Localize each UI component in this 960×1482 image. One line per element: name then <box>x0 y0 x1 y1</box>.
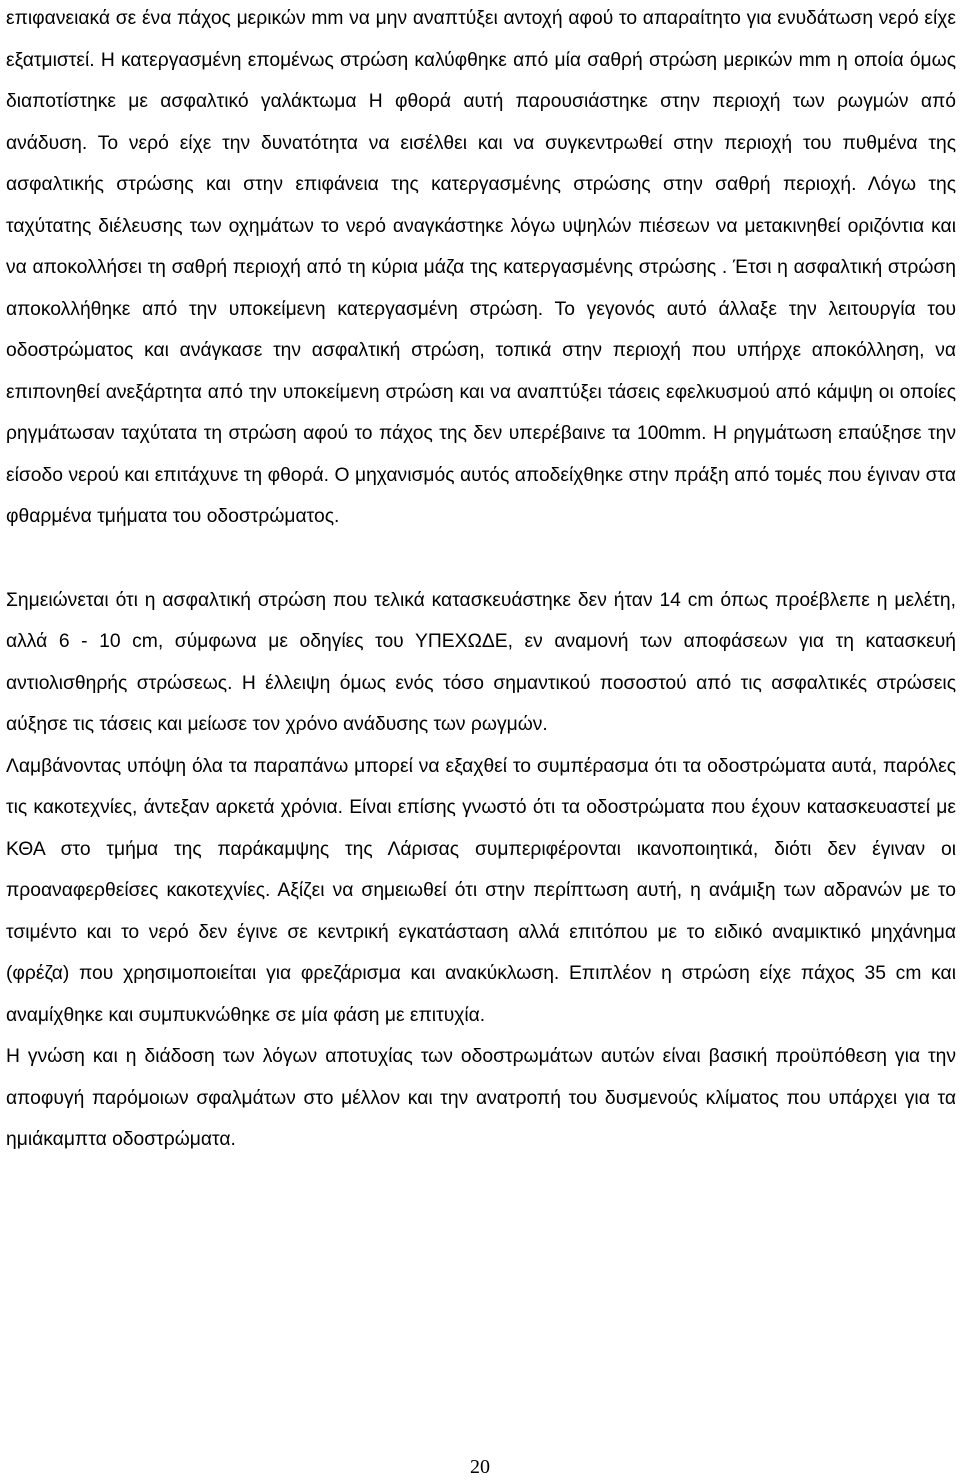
paragraph-asphalt-thickness: Σημειώνεται ότι η ασφαλτική στρώση που τελικά κατασκευάστηκε δεν ήταν 14 cm όπως προέβλεπε η μελέτη, αλλά 6 - 10 cm, σύμφωνα με οδηγίες του ΥΠΕΧΩΔΕ, εν αναμονή των αποφάσεων για τη κατασκευή αντιολισθηρής στρώσεως. Η έλλειψη όμως ενός τόσο σημαντικού ποσοστού από τις ασφαλτικές στρώσεις αύξησε τις τάσεις και μείωσε τον χρόνο ανάδυσης των ρωγμών. <box>6 589 956 735</box>
document-page <box>6 0 956 1161</box>
paragraph-conclusions: Λαμβάνοντας υπόψη όλα τα παραπάνω μπορεί να εξαχθεί το συμπέρασμα ότι τα οδοστρώματα αυτά, παρόλες τις κακοτεχνίες, άντεξαν αρκετά χρόνια. Είναι επίσης γνωστό ότι τα οδοστρώματα που έχουν κατασκευαστεί με ΚΘΑ στο τμήμα της παράκαμψης της Λάρισας συμπεριφέρονται ικανοποιητικά, διότι δεν έγιναν οι προαναφερθείσες κακοτεχνίες. Αξίζει να σημειωθεί ότι στην περίπτωση αυτή, η ανάμιξη των αδρανών με το τσιμέντο και το νερό δεν έγινε σε κεντρική εγκατάσταση αλλά επιτόπου με το ειδικό αναμικτικό μηχάνημα (φρέζα) που χρησιμοποιείται για φρεζάρισμα και ανακύκλωση. Επιπλέον η στρώση είχε πάχος 35 cm και αναμίχθηκε και συμπυκνώθηκε σε μία φάση με επιτυχία. <box>6 755 956 1026</box>
paragraph-failure-mechanism: επιφανειακά σε ένα πάχος μερικών mm να μην αναπτύξει αντοχή αφού το απαραίτητο για ενυδάτωση νερό είχε εξατμιστεί. Η κατεργασμένη επομένως στρώση καλύφθηκε από μία σαθρή στρώση μερικών mm η οποία όμως διαποτίστηκε με ασφαλτικό γαλάκτωμα Η φθορά αυτή παρουσιάστηκε στην περιοχή των ρωγμών από ανάδυση. Το νερό είχε την δυνατότητα να εισέλθει και να συγκεντρωθεί στην περιοχή του πυθμένα της ασφαλτικής στρώσης και στην επιφάνεια της κατεργασμένης στρώσης στην σαθρή περιοχή. Λόγω της ταχύτατης διέλευσης των οχημάτων το νερό αναγκάστηκε λόγω υψηλών πιέσεων να μετακινηθεί οριζόντια και να αποκολλήσει τη σαθρή περιοχή από τη κύρια μάζα της κατεργασμένης στρώσης . Έτσι η ασφαλτική στρώση αποκολλήθηκε από την υποκείμενη κατεργασμένη στρώση. Το γεγονός αυτό άλλαξε την λειτουργία του οδοστρώματος και ανάγκασε την ασφαλτική στρώση, τοπικά στην περιοχή που υπήρχε αποκόλληση, να επιπονηθεί ανεξάρτητα από την υποκείμενη στρώση και να αναπτύξει τάσεις εφελκυσμού από κάμψη οι οποίες ρηγμάτωσαν ταχύτατα τη στρώση αφού το πάχος της δεν υπερέβαινε τα 100mm. Η ρηγμάτωση επαύξησε την είσοδο νερού και επιτάχυνε τη φθορά. Ο μηχανισμός αυτός αποδείχθηκε στην πράξη από τομές που έγιναν στα φθαρμένα τμήματα του οδοστρώματος. <box>6 8 956 527</box>
paragraph-knowledge-dissemination: Η γνώση και η διάδοση των λόγων αποτυχίας των οδοστρωμάτων αυτών είναι βασική προϋπόθεση για την αποφυγή παρόμοιων σφαλμάτων στο μέλλον και την ανατροπή του δυσμενούς κλίματος που υπάρχει για τα ημιάκαμπτα οδοστρώματα. <box>6 1046 956 1150</box>
paragraph-spacer <box>6 538 956 580</box>
page-number: 20 <box>470 1456 490 1478</box>
